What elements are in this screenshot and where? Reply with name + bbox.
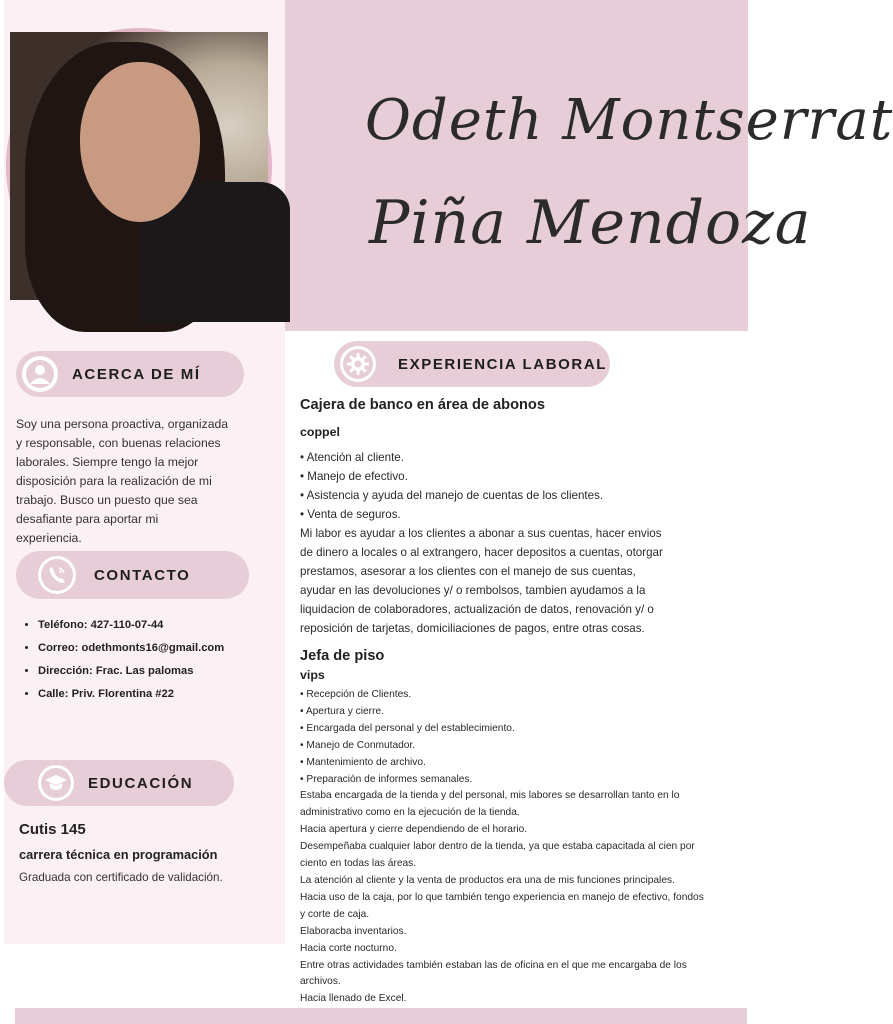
education-title: EDUCACIÓN [88, 774, 194, 792]
text-line: Hacia llenado de Excel. [300, 993, 407, 1005]
text-line: • Mantenimiento de archivo. [300, 756, 426, 768]
text-line: ayudar en las devoluciones y/ o rembolsos, tambien ayudamos a la [300, 584, 646, 597]
about-section-header [16, 351, 244, 397]
text-line: disposición para la realización de mi [16, 474, 212, 488]
job-2-description [300, 687, 752, 1008]
text-line: desafiante para aportar mi [16, 512, 159, 526]
text-line: Entre otras actividades también estaban las de oficina en el que me encargaba de los [300, 959, 687, 971]
text-line: • Preparación de informes semanales. [300, 773, 473, 785]
text-line: • Encargada del personal y del establecimiento. [300, 722, 515, 734]
job-1-company: coppel [300, 425, 340, 439]
experience-section-header [334, 341, 610, 387]
job-1-title: Cajera de banco en área de abonos [300, 397, 545, 413]
text-line: y responsable, con buenas relaciones [16, 436, 221, 450]
education-section-header [4, 760, 234, 806]
text-line: • Apertura y cierre. [300, 705, 384, 717]
contact-street: • Calle: Priv. Florentina #22 [38, 683, 224, 706]
text-line: Mi labor es ayudar a los clientes a abonar a sus cuentas, hacer envios [300, 527, 662, 540]
profile-photo [6, 28, 272, 304]
text-line: ciento en todas las áreas. [300, 858, 417, 870]
text-line: Hacia corte nocturno. [300, 942, 397, 954]
text-line: de dinero a locales o al extrangero, hacer depositos a cuentas, otorgar [300, 546, 663, 559]
contact-phone: • Teléfono: 427-110-07-44 [38, 614, 224, 637]
about-title: ACERCA DE MÍ [72, 365, 201, 383]
text-line: liquidacion de colaboradores, actualización de datos, renovación y/ o [300, 603, 654, 616]
education-school: Cutis 145 [19, 821, 86, 838]
text-line: La atención al cliente y la venta de productos era una de mis funciones principales. [300, 874, 675, 886]
contact-email: • Correo: odethmonts16@gmail.com [38, 637, 224, 660]
text-line: laborales. Siempre tengo la mejor [16, 455, 199, 469]
name-first-line: Odeth Montserrat [365, 88, 893, 153]
footer-bar [15, 1008, 747, 1024]
text-line: Hacia apertura y cierre dependiendo de el horario. [300, 824, 528, 836]
text-line: Estaba encargada de la tienda y del personal, mis labores se desarrollan tanto en lo [300, 790, 680, 802]
text-line: • Manejo de efectivo. [300, 470, 408, 483]
text-line: reposición de tarjetas, domiciliaciones de pagos, entre otras cosas. [300, 622, 645, 635]
contact-list [22, 614, 224, 706]
text-line: • Venta de seguros. [300, 508, 401, 521]
user-icon [25, 359, 55, 389]
experience-title: EXPERIENCIA LABORAL [398, 355, 608, 373]
text-line: • Atención al cliente. [300, 451, 404, 464]
graduation-cap-icon [40, 767, 72, 799]
about-text [16, 415, 246, 548]
text-line: administrativo como en la ejecución de la tienda. [300, 807, 520, 819]
contact-section-header [16, 551, 249, 599]
text-line: • Manejo de Conmutador. [300, 739, 416, 751]
text-line: • Asistencia y ayuda del manejo de cuentas de los clientes. [300, 489, 604, 502]
text-line: Elaboracba inventarios. [300, 925, 407, 937]
gear-icon [342, 348, 374, 380]
name-header [285, 0, 893, 331]
name-second-line: Piña Mendoza [369, 188, 812, 258]
text-line: experiencia. [16, 531, 82, 545]
job-2-title: Jefa de piso [300, 648, 385, 664]
text-line: Hacia uso de la caja, por lo que también tengo experiencia en manejo de efectivo, fondos [300, 891, 704, 903]
text-line: • Recepción de Clientes. [300, 689, 412, 700]
phone-icon [40, 558, 74, 592]
text-line: prestamos, asesorar a los clientes con el manejo de sus cuentas, [300, 565, 636, 578]
job-1-description [300, 448, 740, 638]
job-2-company: vips [300, 668, 325, 682]
text-line: y corte de caja. [300, 908, 370, 920]
contact-address: • Dirección: Frac. Las palomas [38, 660, 224, 683]
text-line: trabajo. Busco un puesto que sea [16, 493, 198, 507]
text-line: Desempeñaba cualquier labor dentro de la tienda, ya que estaba capacitada al cien por [300, 841, 695, 853]
education-degree: carrera técnica en programación [19, 847, 218, 862]
text-line: archivos. [300, 976, 341, 988]
text-line: Soy una persona proactiva, organizada [16, 417, 229, 431]
contact-title: CONTACTO [94, 566, 191, 584]
education-note: Graduada con certificado de validación. [19, 871, 223, 884]
